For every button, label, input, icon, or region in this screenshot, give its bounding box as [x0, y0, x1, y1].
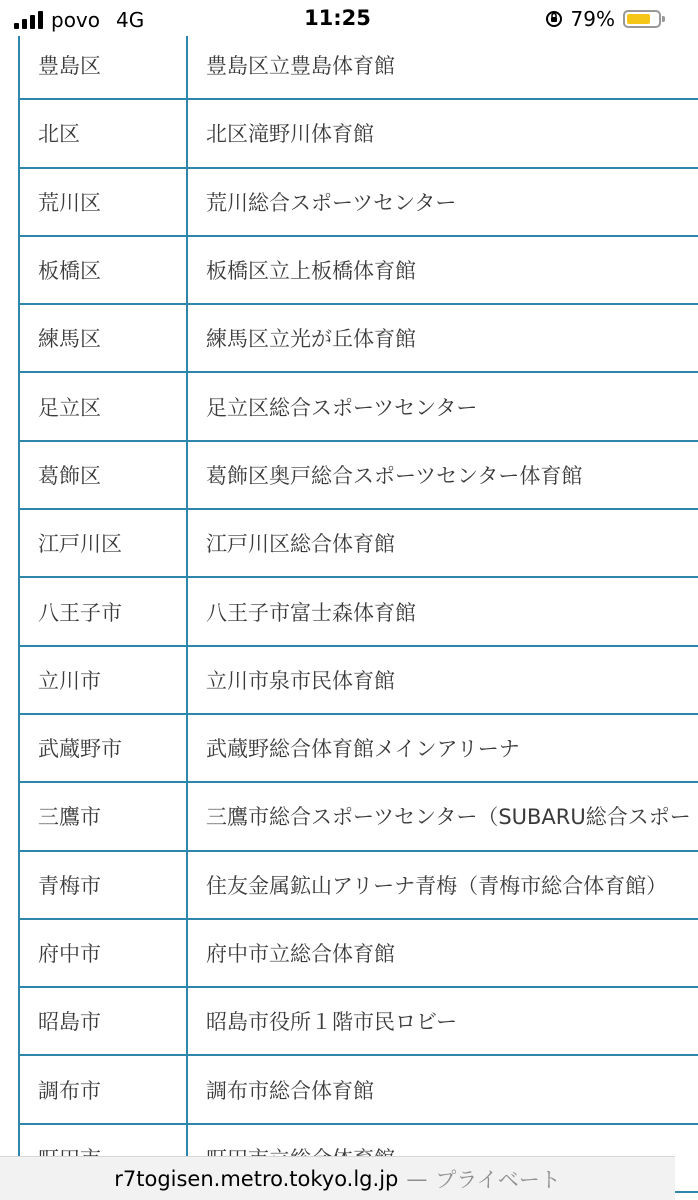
table-row — [19, 99, 698, 167]
venue-cell: 板橋区立上板橋体育館 — [187, 236, 698, 304]
table-row — [19, 441, 698, 509]
venue-cell: 荒川総合スポーツセンター — [187, 168, 698, 236]
ward-cell: 豊島区 — [19, 32, 187, 99]
ward-cell: 八王子市 — [19, 577, 187, 645]
ward-cell: 府中市 — [19, 919, 187, 987]
table-row — [19, 782, 698, 850]
ward-cell: 荒川区 — [19, 168, 187, 236]
ward-cell: 足立区 — [19, 372, 187, 440]
table-row — [19, 1055, 698, 1123]
venue-cell: 北区滝野川体育館 — [187, 99, 698, 167]
table-row — [19, 304, 698, 372]
table-row — [19, 236, 698, 304]
ward-cell: 葛飾区 — [19, 441, 187, 509]
venue-cell: 府中市立総合体育館 — [187, 919, 698, 987]
table-row — [19, 577, 698, 645]
table-row — [19, 509, 698, 577]
battery-percent: 79% — [570, 7, 615, 31]
url-separator: — — [406, 1166, 428, 1191]
venue-cell: 葛飾区奥戸総合スポーツセンター体育館 — [187, 441, 698, 509]
table-row — [19, 714, 698, 782]
ward-cell: 板橋区 — [19, 236, 187, 304]
url-host: r7togisen.metro.tokyo.lg.jp — [114, 1166, 399, 1191]
table-row — [19, 919, 698, 987]
status-bar — [0, 0, 675, 36]
venue-cell: 三鷹市総合スポーツセンター（SUBARU総合スポー — [187, 782, 698, 850]
venue-cell: 調布市総合体育館 — [187, 1055, 698, 1123]
ward-cell: 練馬区 — [19, 304, 187, 372]
venue-cell: 豊島区立豊島体育館 — [187, 32, 698, 99]
venue-table — [18, 32, 698, 1193]
ward-cell: 調布市 — [19, 1055, 187, 1123]
table-row — [19, 372, 698, 440]
clock-time: 11:25 — [304, 6, 371, 30]
venue-cell: 昭島市役所１階市民ロビー — [187, 987, 698, 1055]
battery-icon — [623, 10, 661, 28]
ward-cell: 昭島市 — [19, 987, 187, 1055]
table-row — [19, 32, 698, 99]
venue-cell: 足立区総合スポーツセンター — [187, 372, 698, 440]
venue-table-container[interactable] — [0, 32, 691, 1156]
venue-cell: 武蔵野総合体育館メインアリーナ — [187, 714, 698, 782]
private-mode-label: プライベート — [435, 1167, 561, 1192]
venue-cell: 江戸川区総合体育館 — [187, 509, 698, 577]
ward-cell: 三鷹市 — [19, 782, 187, 850]
ward-cell: 北区 — [19, 99, 187, 167]
orientation-lock-icon — [545, 10, 563, 28]
carrier-name: povo — [51, 8, 101, 32]
ward-cell: 武蔵野市 — [19, 714, 187, 782]
table-row — [19, 851, 698, 919]
venue-cell: 立川市泉市民体育館 — [187, 646, 698, 714]
venue-cell: 住友金属鉱山アリーナ青梅（青梅市総合体育館） — [187, 851, 698, 919]
table-row — [19, 646, 698, 714]
ward-cell: 立川市 — [19, 646, 187, 714]
table-row — [19, 987, 698, 1055]
ward-cell: 江戸川区 — [19, 509, 187, 577]
ward-cell: 青梅市 — [19, 851, 187, 919]
network-type: 4G — [116, 8, 145, 32]
venue-cell: 練馬区立光が丘体育館 — [187, 304, 698, 372]
address-bar[interactable] — [0, 1156, 675, 1200]
table-row — [19, 168, 698, 236]
venue-cell: 八王子市富士森体育館 — [187, 577, 698, 645]
